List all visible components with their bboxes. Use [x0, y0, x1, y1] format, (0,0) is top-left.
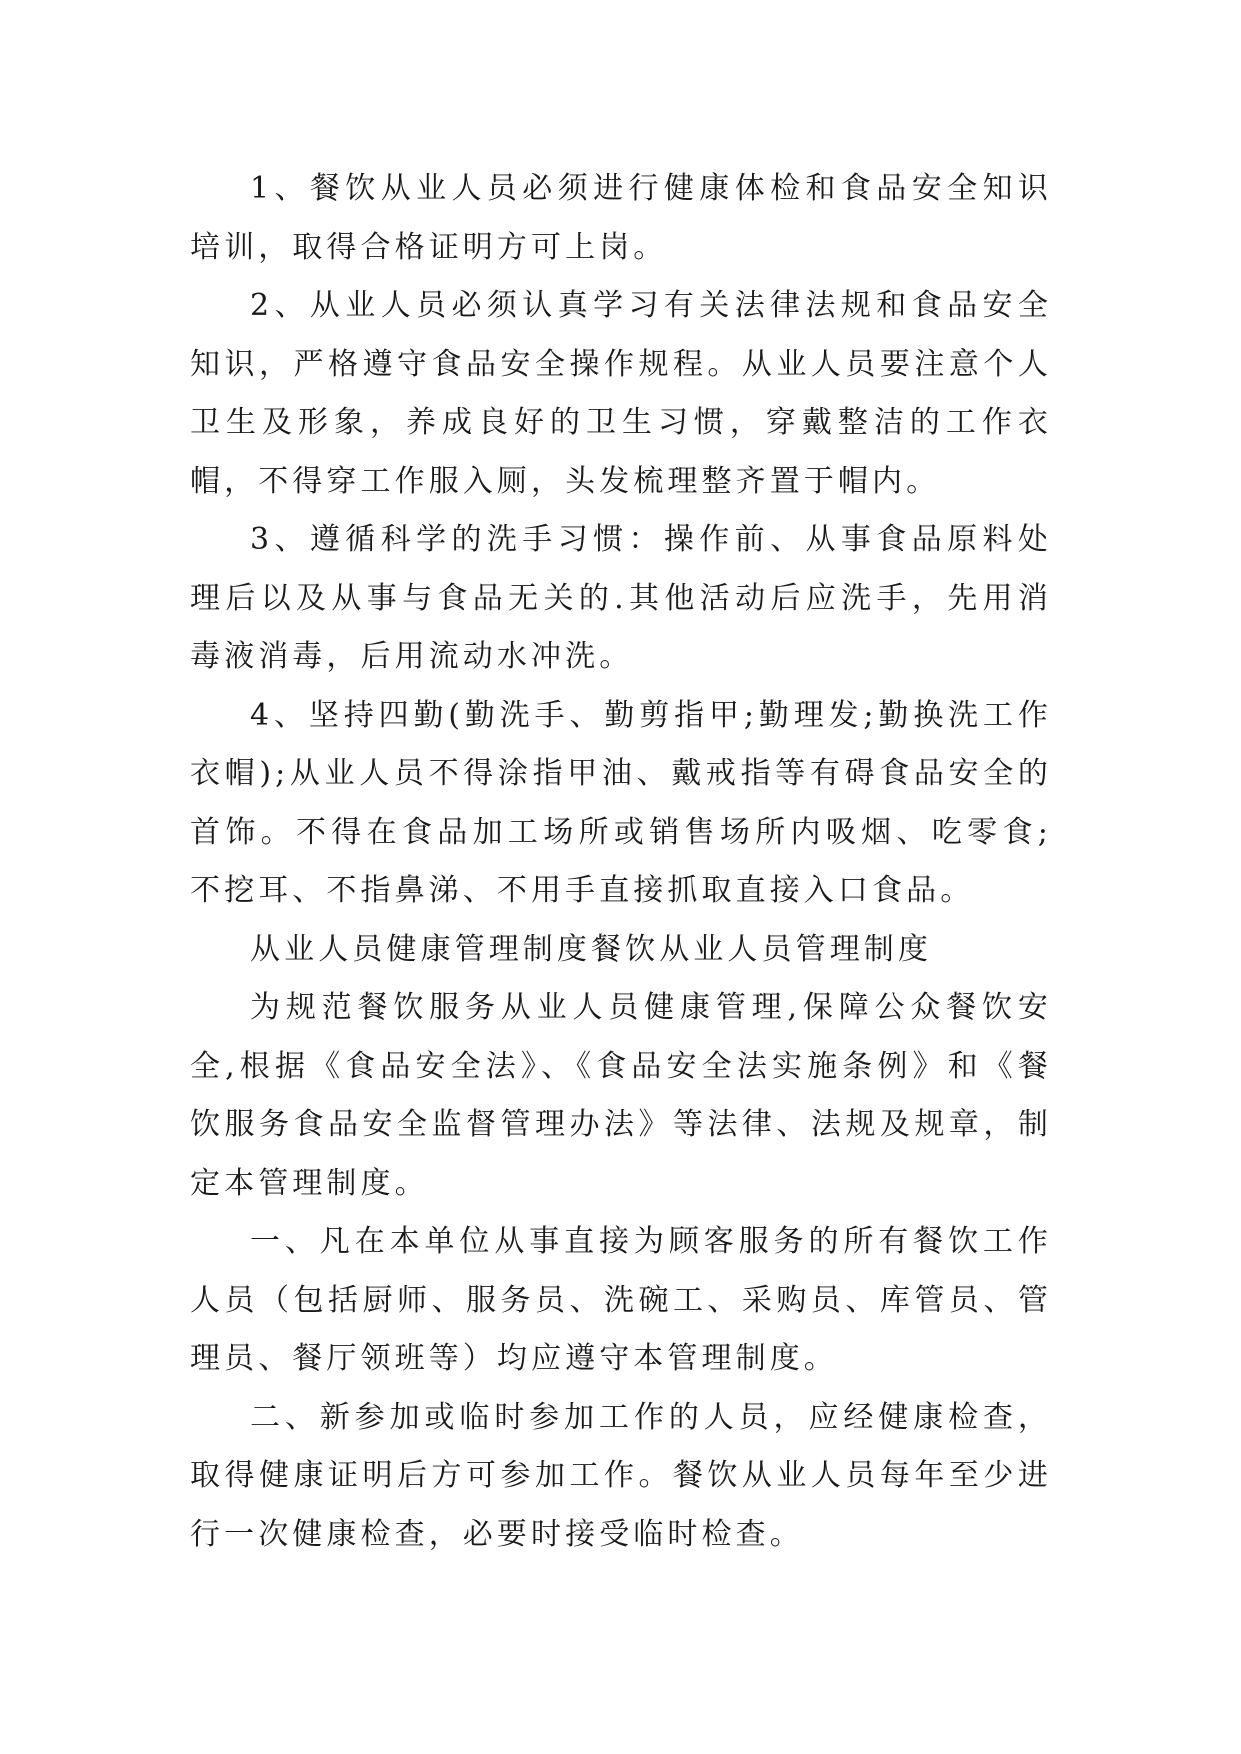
paragraph-rule-2: 2、从业人员必须认真学习有关法律法规和食品安全知识，严格遵守食品安全操作规程。从业人员要注意个人卫生及形象，养成良好的卫生习惯，穿戴整洁的工作衣帽，不得穿工作服入厕，头发梳理整齐置于帽内。	[190, 288, 1052, 499]
paragraph-article-2: 二、新参加或临时参加工作的人员，应经健康检查，取得健康证明后方可参加工作。餐饮从业人员每年至少进行一次健康检查，必要时接受临时检查。	[190, 1399, 1052, 1552]
paragraph-rule-1: 1、餐饮从业人员必须进行健康体检和食品安全知识培训，取得合格证明方可上岗。	[190, 171, 1052, 265]
paragraph-rule-4: 4、坚持四勤(勤洗手、勤剪指甲;勤理发;勤换洗工作衣帽);从业人员不得涂指甲油、戴戒指等有碍食品安全的首饰。不得在食品加工场所或销售场所内吸烟、吃零食;不挖耳、不指鼻涕、不用手直接抓取直接入口食品。	[190, 697, 1052, 908]
paragraph-rule-3: 3、遵循科学的洗手习惯：操作前、从事食品原料处理后以及从事与食品无关的.其他活动后应洗手，先用消毒液消毒，后用流动水冲洗。	[190, 522, 1052, 674]
document-body	[190, 160, 1052, 1564]
paragraph-intro: 为规范餐饮服务从业人员健康管理,保障公众餐饮安全,根据《食品安全法》、《食品安全法实施条例》和《餐饮服务食品安全监督管理办法》等法律、法规及规章，制定本管理制度。	[190, 990, 1052, 1201]
paragraph-article-1: 一、凡在本单位从事直接为顾客服务的所有餐饮工作人员（包括厨师、服务员、洗碗工、采购员、库管员、管理员、餐厅领班等）均应遵守本管理制度。	[190, 1224, 1052, 1376]
section-heading: 从业人员健康管理制度餐饮从业人员管理制度	[250, 931, 932, 967]
